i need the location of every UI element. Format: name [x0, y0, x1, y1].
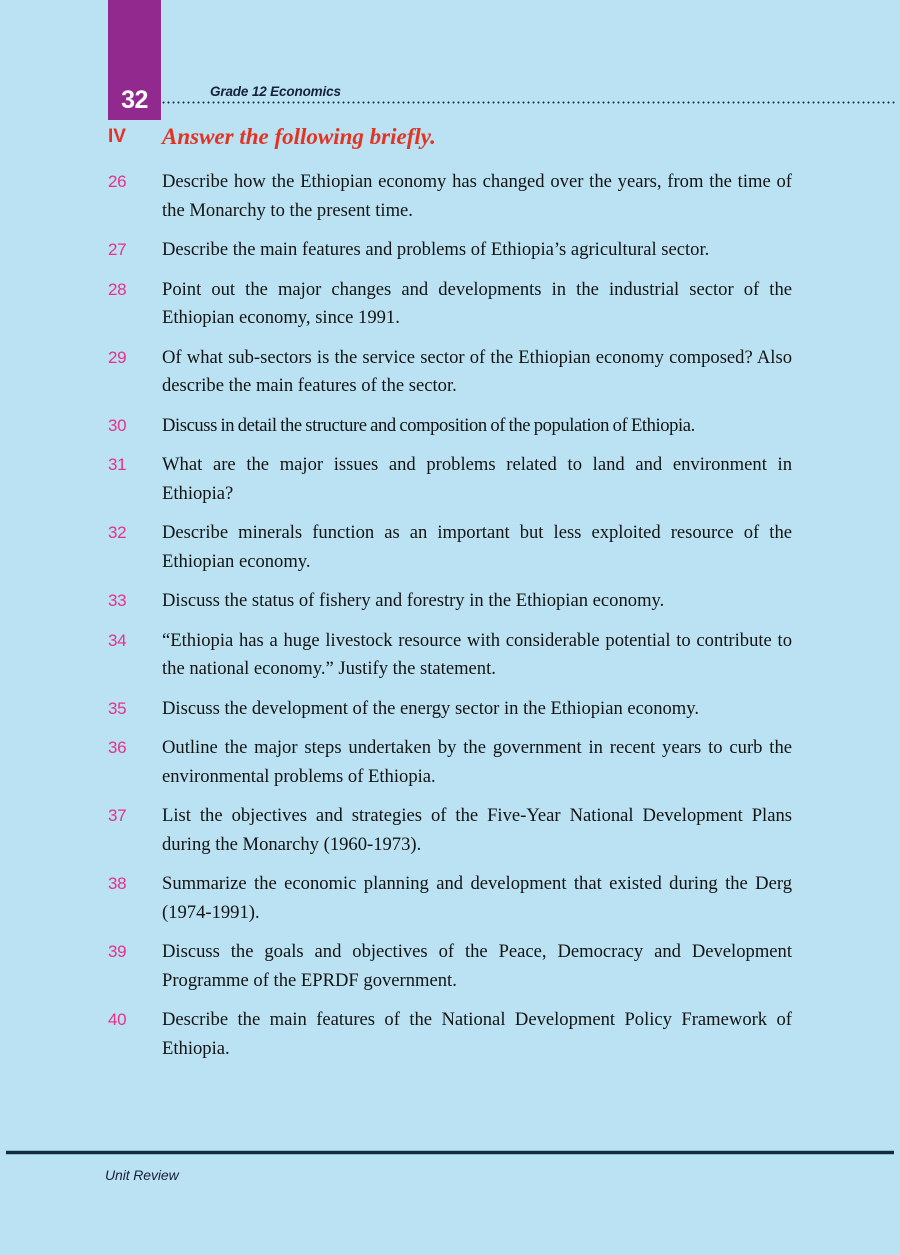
question-text: “Ethiopia has a huge livestock resource with considerable potential to contribute to the national economy.” Justify the statement. — [162, 629, 792, 679]
question-number: 26 — [108, 172, 127, 191]
question-text: Describe the main features and problems of Ethiopia’s agricultural sector. — [162, 239, 710, 260]
question-text: Discuss in detail the structure and composition of the population of Ethiopia. — [162, 414, 695, 436]
question-item — [108, 276, 792, 333]
question-number: 35 — [108, 698, 127, 718]
question-item — [108, 695, 792, 724]
question-item — [108, 627, 792, 684]
question-text: Describe how the Ethiopian economy has changed over the years, from the time of the Monarchy to the present time. — [162, 171, 792, 221]
header-dotted-rule — [161, 101, 895, 104]
question-number: 36 — [108, 738, 127, 757]
section-heading — [108, 124, 808, 156]
question-item — [108, 236, 792, 265]
question-number: 30 — [108, 415, 127, 435]
question-number: 33 — [108, 591, 127, 610]
question-number: 38 — [108, 874, 127, 893]
question-number: 27 — [108, 240, 127, 259]
question-item — [108, 938, 792, 995]
question-text: Discuss the status of fishery and forestry in the Ethiopian economy. — [162, 590, 665, 611]
question-text: Discuss the development of the energy sector in the Ethiopian economy. — [162, 697, 700, 719]
question-item — [108, 412, 792, 441]
question-item — [108, 870, 792, 927]
question-number: 32 — [108, 523, 127, 542]
question-item — [108, 168, 792, 225]
question-item — [108, 802, 792, 859]
question-item — [108, 587, 792, 616]
question-item — [108, 344, 792, 401]
question-text: List the objectives and strategies of the Five-Year National Development Plans during the Monarchy (1960-1973). — [162, 805, 792, 855]
page-number: 32 — [121, 86, 148, 114]
question-number: 28 — [108, 279, 127, 299]
question-number: 37 — [108, 806, 127, 825]
question-number: 34 — [108, 630, 127, 650]
question-number: 40 — [108, 1010, 127, 1029]
question-text: Of what sub-sectors is the service sector of the Ethiopian economy composed? Also describe the main features of the sector. — [162, 346, 792, 396]
question-item — [108, 451, 792, 508]
question-item — [108, 519, 792, 576]
question-item — [108, 1006, 792, 1063]
section-title: Answer the following briefly. — [162, 124, 436, 149]
question-item — [108, 734, 792, 791]
question-text: Outline the major steps undertaken by the government in recent years to curb the environmental problems of Ethiopia. — [162, 737, 792, 787]
page-number-tab — [108, 0, 161, 120]
question-text: Describe minerals function as an important but less exploited resource of the Ethiopian economy. — [162, 522, 792, 572]
question-list — [108, 168, 792, 1074]
running-head-title: Grade 12 Economics — [210, 84, 341, 99]
question-text: Describe the main features of the National Development Policy Framework of Ethiopia. — [162, 1009, 792, 1059]
section-numeral: IV — [108, 126, 126, 147]
question-text: Point out the major changes and developments in the industrial sector of the Ethiopian economy, since 1991. — [162, 278, 792, 328]
question-text: What are the major issues and problems related to land and environment in Ethiopia? — [162, 454, 792, 504]
footer-divider — [6, 1150, 894, 1155]
question-text: Discuss the goals and objectives of the Peace, Democracy and Development Programme of the EPRDF government. — [162, 941, 792, 991]
question-number: 31 — [108, 455, 127, 474]
question-number: 29 — [108, 347, 127, 367]
question-text: Summarize the economic planning and development that existed during the Derg (1974-1991). — [162, 873, 792, 923]
question-number: 39 — [108, 942, 127, 961]
footer-label: Unit Review — [105, 1167, 179, 1183]
